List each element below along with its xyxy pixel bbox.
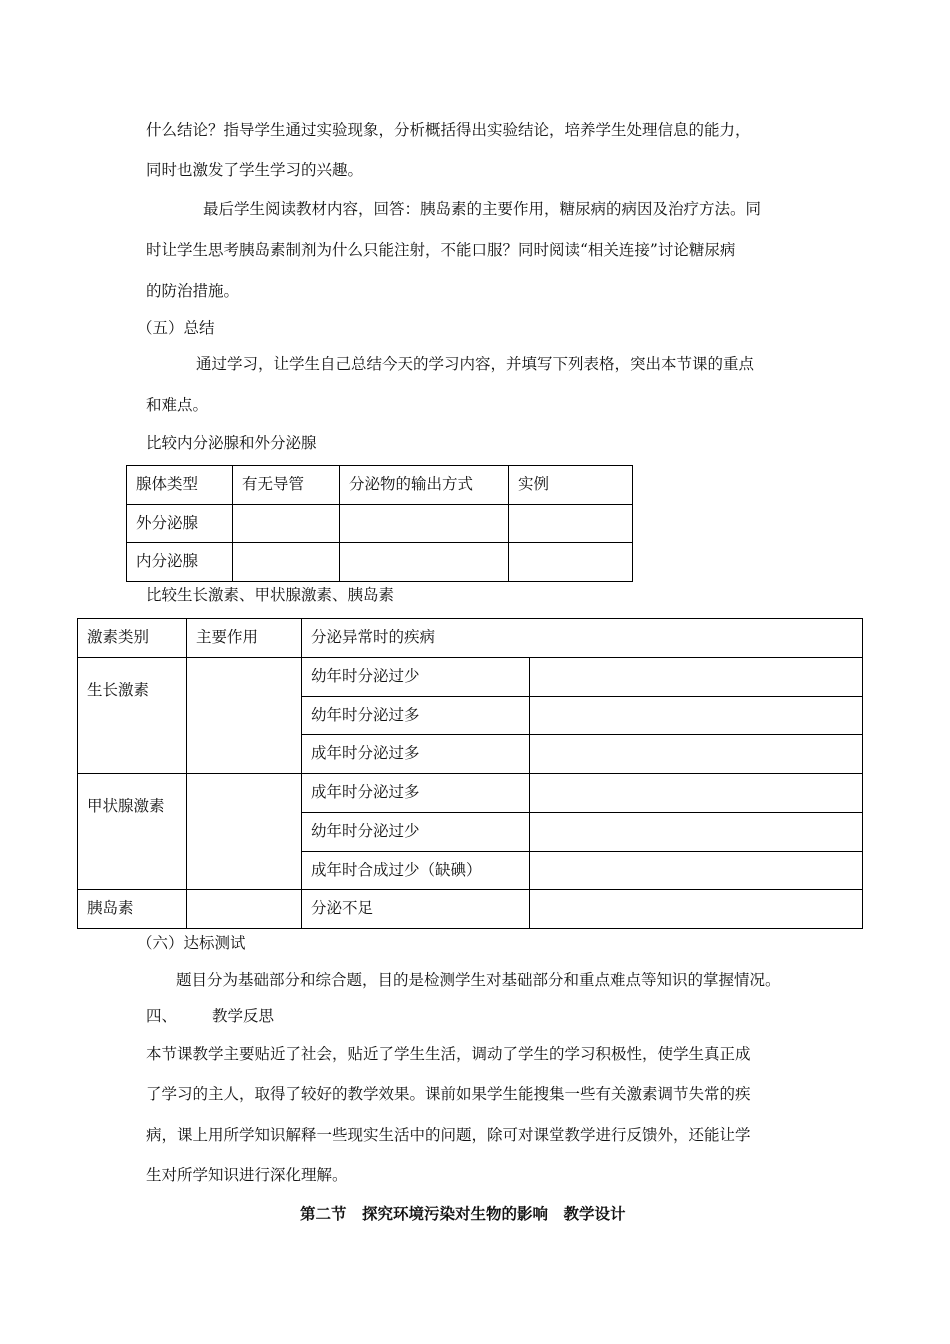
condition-cell: 成年时分泌过多 — [302, 774, 530, 813]
paragraph-line: 本节课教学主要贴近了社会，贴近了学生生活，调动了学生的学习积极性，使学生真正成 — [146, 1045, 751, 1063]
disease-cell — [530, 890, 863, 929]
hormone-name-cell: 胰岛素 — [78, 890, 187, 929]
paragraph-line: 生对所学知识进行深化理解。 — [146, 1166, 348, 1184]
table-header-cell: 主要作用 — [187, 619, 302, 658]
paragraph-line: 题目分为基础部分和综合题，目的是检测学生对基础部分和重点难点等知识的掌握情况。 — [176, 971, 781, 989]
table-header-cell: 腺体类型 — [127, 466, 233, 505]
condition-cell: 幼年时分泌过少 — [302, 658, 530, 697]
table-row-label: 内分泌腺 — [127, 543, 233, 582]
table-header-cell: 实例 — [509, 466, 633, 505]
paragraph-line: 最后学生阅读教材内容，回答：胰岛素的主要作用，糖尿病的病因及治疗方法。同 — [203, 200, 762, 218]
hormone-function-cell — [187, 890, 302, 929]
paragraph-line: 同时也激发了学生学习的兴趣。 — [146, 161, 364, 179]
disease-cell — [530, 813, 863, 852]
table-cell — [509, 505, 633, 543]
table-header-cell: 激素类别 — [78, 619, 187, 658]
paragraph-line: 什么结论？指导学生通过实验现象，分析概括得出实验结论，培养学生处理信息的能力， — [146, 121, 751, 139]
next-section-title: 第二节 探究环境污染对生物的影响 教学设计 — [300, 1204, 626, 1223]
paragraph-line: 通过学习，让学生自己总结今天的学习内容，并填写下列表格，突出本节课的重点 — [196, 355, 755, 373]
condition-cell: 幼年时分泌过少 — [302, 813, 530, 852]
hormone-name-cell: 甲状腺激素 — [78, 774, 187, 890]
table-caption: 比较内分泌腺和外分泌腺 — [146, 434, 317, 452]
table-header-cell: 有无导管 — [233, 466, 340, 505]
table-caption: 比较生长激素、甲状腺激素、胰岛素 — [146, 586, 395, 604]
condition-cell: 幼年时分泌过多 — [302, 697, 530, 735]
paragraph-line: 病，课上用所学知识解释一些现实生活中的问题，除可对课堂教学进行反馈外，还能让学 — [146, 1126, 751, 1144]
table-cell — [509, 543, 633, 582]
section-number: 四、 — [146, 1007, 178, 1025]
disease-cell — [530, 852, 863, 890]
condition-cell: 成年时合成过少（缺碘） — [302, 852, 530, 890]
table-row-label: 外分泌腺 — [127, 505, 233, 543]
hormone-function-cell — [187, 774, 302, 890]
table-cell — [340, 505, 509, 543]
gland-comparison-table — [126, 465, 633, 582]
disease-cell — [530, 735, 863, 774]
table-header-cell: 分泌异常时的疾病 — [302, 619, 863, 658]
hormone-comparison-table — [77, 618, 863, 929]
table-cell — [233, 505, 340, 543]
section-title: 教学反思 — [212, 1007, 275, 1025]
hormone-name-cell: 生长激素 — [78, 658, 187, 774]
condition-cell: 成年时分泌过多 — [302, 735, 530, 774]
disease-cell — [530, 658, 863, 697]
table-cell — [340, 543, 509, 582]
paragraph-line: 了学习的主人，取得了较好的教学效果。课前如果学生能搜集一些有关激素调节失常的疾 — [146, 1085, 751, 1103]
section-heading: （五）总结 — [137, 319, 215, 337]
disease-cell — [530, 774, 863, 813]
disease-cell — [530, 697, 863, 735]
section-heading: （六）达标测试 — [137, 934, 246, 952]
hormone-function-cell — [187, 658, 302, 774]
paragraph-line: 的防治措施。 — [146, 282, 240, 300]
condition-cell: 分泌不足 — [302, 890, 530, 929]
table-cell — [233, 543, 340, 582]
paragraph-line: 和难点。 — [146, 396, 209, 414]
paragraph-line: 时让学生思考胰岛素制剂为什么只能注射，不能口服？同时阅读“相关连接”讨论糖尿病 — [146, 241, 736, 259]
table-header-cell: 分泌物的输出方式 — [340, 466, 509, 505]
